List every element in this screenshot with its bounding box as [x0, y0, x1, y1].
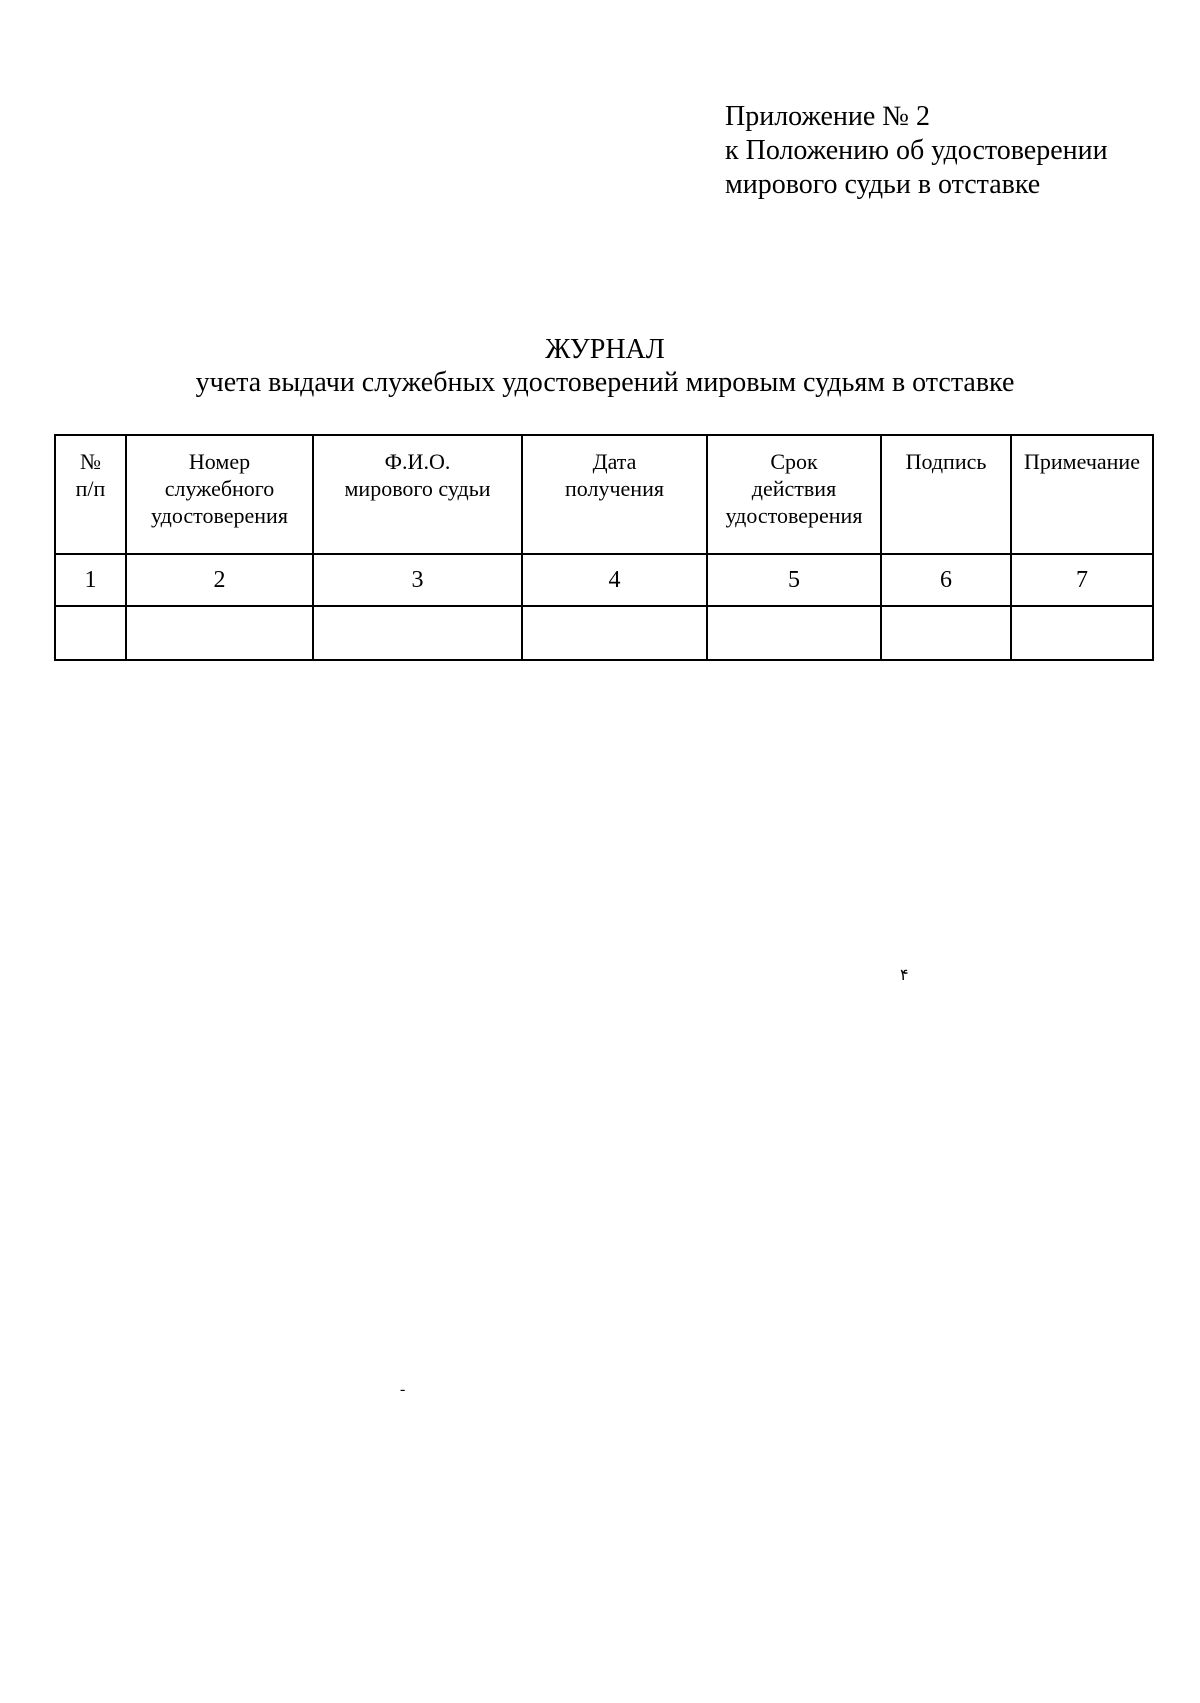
header-text: Номер [188, 449, 251, 474]
empty-cell [126, 606, 313, 660]
column-number-cell: 5 [707, 554, 881, 606]
empty-cell [522, 606, 707, 660]
header-text: мирового судьи [344, 476, 491, 501]
column-number-row [55, 554, 1153, 606]
column-number-cell: 4 [522, 554, 707, 606]
column-number-cell: 3 [313, 554, 522, 606]
empty-cell [1011, 606, 1153, 660]
header-cell-certificate-number [126, 435, 313, 554]
document-subtitle: учета выдачи служебных удостоверений мировым судьям в отставке [195, 367, 1015, 398]
header-cell-signature [881, 435, 1011, 554]
header-text: удостоверения [151, 503, 288, 528]
stray-mark: ۴ [900, 967, 909, 984]
header-text: Подпись [905, 449, 987, 474]
table-row [55, 606, 1153, 660]
appendix-line-1: Приложение № 2 [725, 101, 930, 132]
header-text: № [80, 449, 101, 474]
empty-cell [707, 606, 881, 660]
stray-mark: - [400, 1381, 406, 1398]
header-text: удостоверения [725, 503, 863, 528]
header-text: Примечание [1024, 449, 1140, 474]
header-text: действия [751, 476, 837, 501]
appendix-line-2: к Положению об удостоверении [725, 135, 1108, 166]
column-number-cell: 1 [55, 554, 126, 606]
header-cell-validity-period [707, 435, 881, 554]
column-number-cell: 2 [126, 554, 313, 606]
table-header-row [55, 435, 1153, 554]
header-cell-receipt-date [522, 435, 707, 554]
empty-cell [313, 606, 522, 660]
header-text: служебного [164, 476, 275, 501]
empty-cell [55, 606, 126, 660]
empty-cell [881, 606, 1011, 660]
header-cell-note [1011, 435, 1153, 554]
header-text: получения [565, 476, 664, 501]
appendix-line-3: мирового судьи в отставке [725, 169, 1041, 200]
header-cell-full-name [313, 435, 522, 554]
header-text: Дата [592, 449, 637, 474]
header-text: Ф.И.О. [384, 449, 451, 474]
column-number-cell: 6 [881, 554, 1011, 606]
header-cell-number [55, 435, 126, 554]
column-number-cell: 7 [1011, 554, 1153, 606]
journal-table [54, 434, 1154, 661]
header-text: п/п [75, 476, 106, 501]
header-text: Срок [770, 449, 818, 474]
appendix-note [725, 100, 1108, 202]
document-title: ЖУРНАЛ [545, 334, 665, 365]
